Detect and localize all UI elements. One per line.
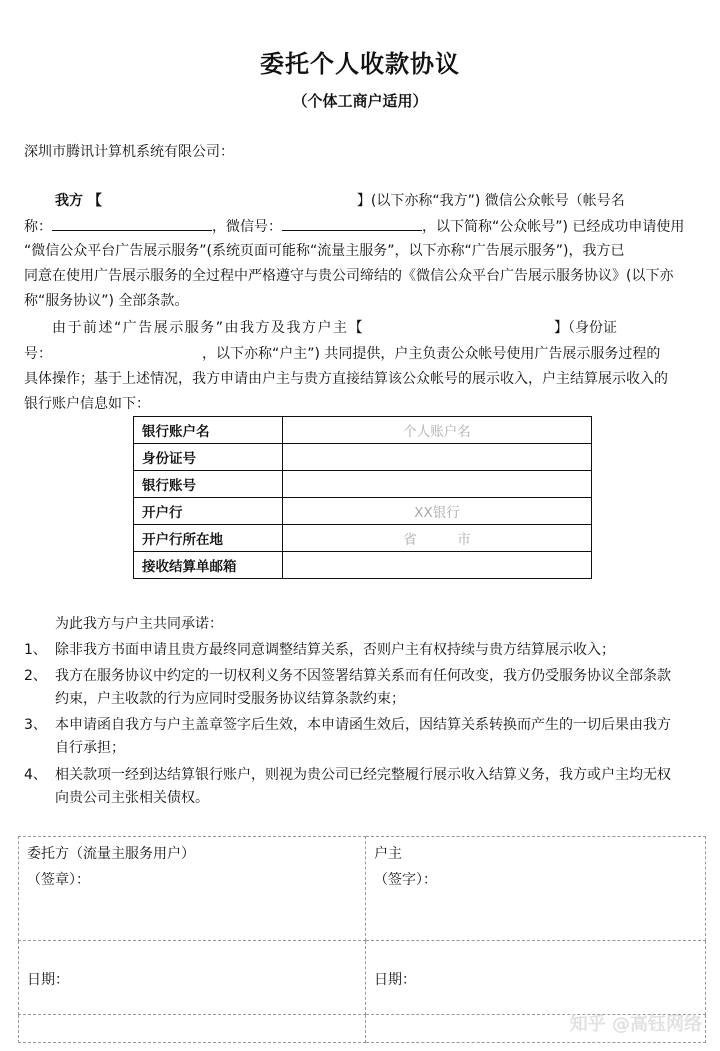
commit-item-text-cont: 自行承担； [55, 740, 125, 756]
commit-item-text: 本申请函自我方与户主盖章签字后生效，本申请函生效后，因结算关系转换而产生的一切后果由我方 [55, 717, 671, 733]
table-row: 银行账号 [134, 471, 592, 498]
para1-line5: 称“服务协议”) 全部条款。 [24, 293, 189, 309]
para1-line3: “微信公众平台广告展示服务”(系统页面可能称“流量主服务”，以下亦称“广告展示服务”)，我方已 [24, 243, 625, 259]
document-title: 委托个人收款协议 [260, 50, 460, 78]
owner-title: 户主 [374, 846, 402, 862]
document-subtitle: （个体工商户适用） [292, 92, 428, 110]
watermark: 知乎 @高钰网络 [569, 1014, 702, 1035]
recipient: 深圳市腾讯计算机系统有限公司： [24, 144, 234, 160]
owner-signature-label: （签字）： [374, 872, 437, 888]
para1-line1: 我方 【 】(以下亦称“我方”) 微信公众帐号（帐号名 [55, 193, 625, 209]
para1-line2: 称： ，微信号： ，以下简称“公众帐号”) 已经成功申请使用 [24, 216, 684, 237]
para2-line2: 号： ，以下亦称“户主”) 共同提供，户主负责公众帐号使用广告展示服务过程的 [24, 346, 661, 362]
principal-seal-label: （签章）： [27, 872, 90, 888]
table-row: 银行账户名 个人账户名 [134, 417, 592, 444]
owner-sign-cell[interactable] [366, 837, 706, 941]
account-name-blank[interactable] [52, 216, 212, 231]
para2-line1: 由于前述“广告展示服务”由我方及我方户主【 】（身份证 [52, 320, 618, 336]
commit-item-text-cont: 约束，户主收款的行为应同时受服务协议结算条款约束； [55, 691, 405, 707]
date-label: 日期： [374, 972, 416, 988]
table-row: 身份证号 [134, 444, 592, 471]
para1-line4: 同意在使用广告展示服务的全过程中严格遵守与贵公司缔结的《微信公众平台广告展示服务协议》(以下亦 [24, 268, 674, 284]
para2-line3: 具体操作；基于上述情况，我方申请由户主与贵方直接结算该公众帐号的展示收入，户主结算展示收入的 [24, 371, 668, 387]
wechat-id-blank[interactable] [282, 216, 422, 231]
para2-line4: 银行账户信息如下： [24, 396, 150, 412]
commit-item-num: 4、 [24, 767, 47, 783]
empty-cell [19, 1015, 366, 1043]
commit-item-num: 2、 [24, 668, 47, 684]
commit-item-text: 相关款项一经到达结算银行账户，则视为贵公司已经完整履行展示收入结算义务，我方或户主均无权 [55, 767, 671, 783]
principal-sign-cell[interactable] [19, 837, 366, 941]
commit-item-text: 除非我方书面申请且贵方最终同意调整结算关系，否则户主有权持续与贵方结算展示收入； [55, 642, 615, 658]
owner-date-cell[interactable] [366, 941, 706, 1015]
table-row: 开户行所在地 省 市 [134, 525, 592, 552]
commit-item-num: 1、 [24, 642, 47, 658]
date-label: 日期： [27, 972, 69, 988]
commit-item-num: 3、 [24, 717, 47, 733]
commit-item-text: 我方在服务协议中约定的一切权利义务不因签署结算关系而有任何改变，我方仍受服务协议全部条款 [55, 668, 671, 684]
principal-date-cell[interactable] [19, 941, 366, 1015]
table-row: 开户行 XX银行 [134, 498, 592, 525]
bank-account-table [133, 416, 592, 579]
principal-title: 委托方（流量主服务用户） [27, 846, 195, 862]
commit-item-text-cont: 向贵公司主张相关债权。 [55, 790, 209, 806]
commit-intro: 为此我方与户主共同承诺： [55, 616, 223, 632]
table-row: 接收结算单邮箱 [134, 552, 592, 579]
